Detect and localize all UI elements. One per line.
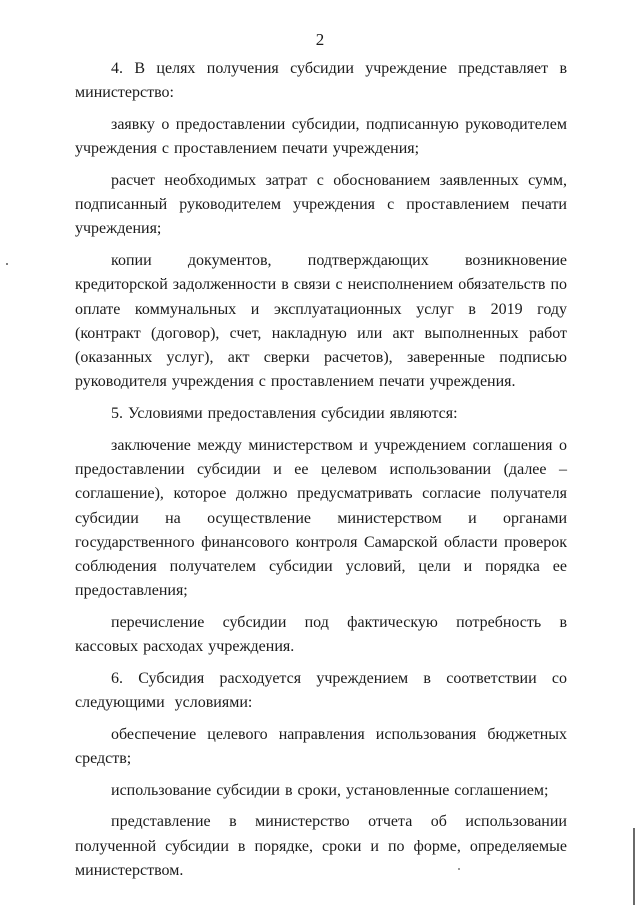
paragraph-item-5: 5. Условиями предоставления субсидии являются: [111, 405, 458, 423]
paragraph-item-4: 4. В целях получения субсидии учреждение представляет в министерство: [75, 60, 567, 102]
paragraph-targeted-use: обеспечение целевого направления использования бюджетных средств; [75, 725, 567, 768]
paragraph-transfer: перечисление субсидии под фактическую потребность в кассовых расходах учреждения. [75, 614, 567, 656]
scan-speck-mark [458, 868, 460, 870]
paragraph-report: представление в министерство отчета об использовании полученной субсидии в порядке, сроки и по форме, определяемые министерством. [75, 813, 567, 879]
paragraph-agreement: заключение между министерством и учреждением соглашения о предоставлении субсидии и ее целевом использовании (далее – соглашение), которое должно предусматривать согласие получателя субсидии на осуществление министерством и органами государственного финансового контроля Самарской области проверок соблюдения получателем субсидии условий, цели и порядка ее предоставления; [75, 436, 567, 600]
paragraph-cost-calculation: расчет необходимых затрат с обоснованием заявленных сумм, подписанный руководителем учреждения с проставлением печати учреждения; [75, 171, 567, 238]
page-number: 2 [315, 30, 325, 49]
paragraph-deadlines: использование субсидии в сроки, установленные соглашением; [111, 781, 549, 799]
scan-speck-mark [6, 263, 8, 265]
scan-edge-line [633, 828, 635, 905]
paragraph-application: заявку о предоставлении субсидии, подписанную руководителем учреждения с проставлением печати учреждения; [75, 115, 567, 158]
document-body [75, 57, 567, 890]
paragraph-document-copies: копии документов, подтверждающих возникновение кредиторской задолженности в связи с неисполнением обязательств по оплате коммунальных и эксплуатационных услуг в 2019 году (контракт (договор), счет, накладную или акт выполненных работ (оказанных услуг), акт сверки расчетов), заверенные подписью руководителя учреждения с проставлением печати учреждения. [75, 251, 567, 391]
paragraph-item-6: 6. Субсидия расходуется учреждением в соответствии со следующими условиями: [75, 669, 567, 712]
